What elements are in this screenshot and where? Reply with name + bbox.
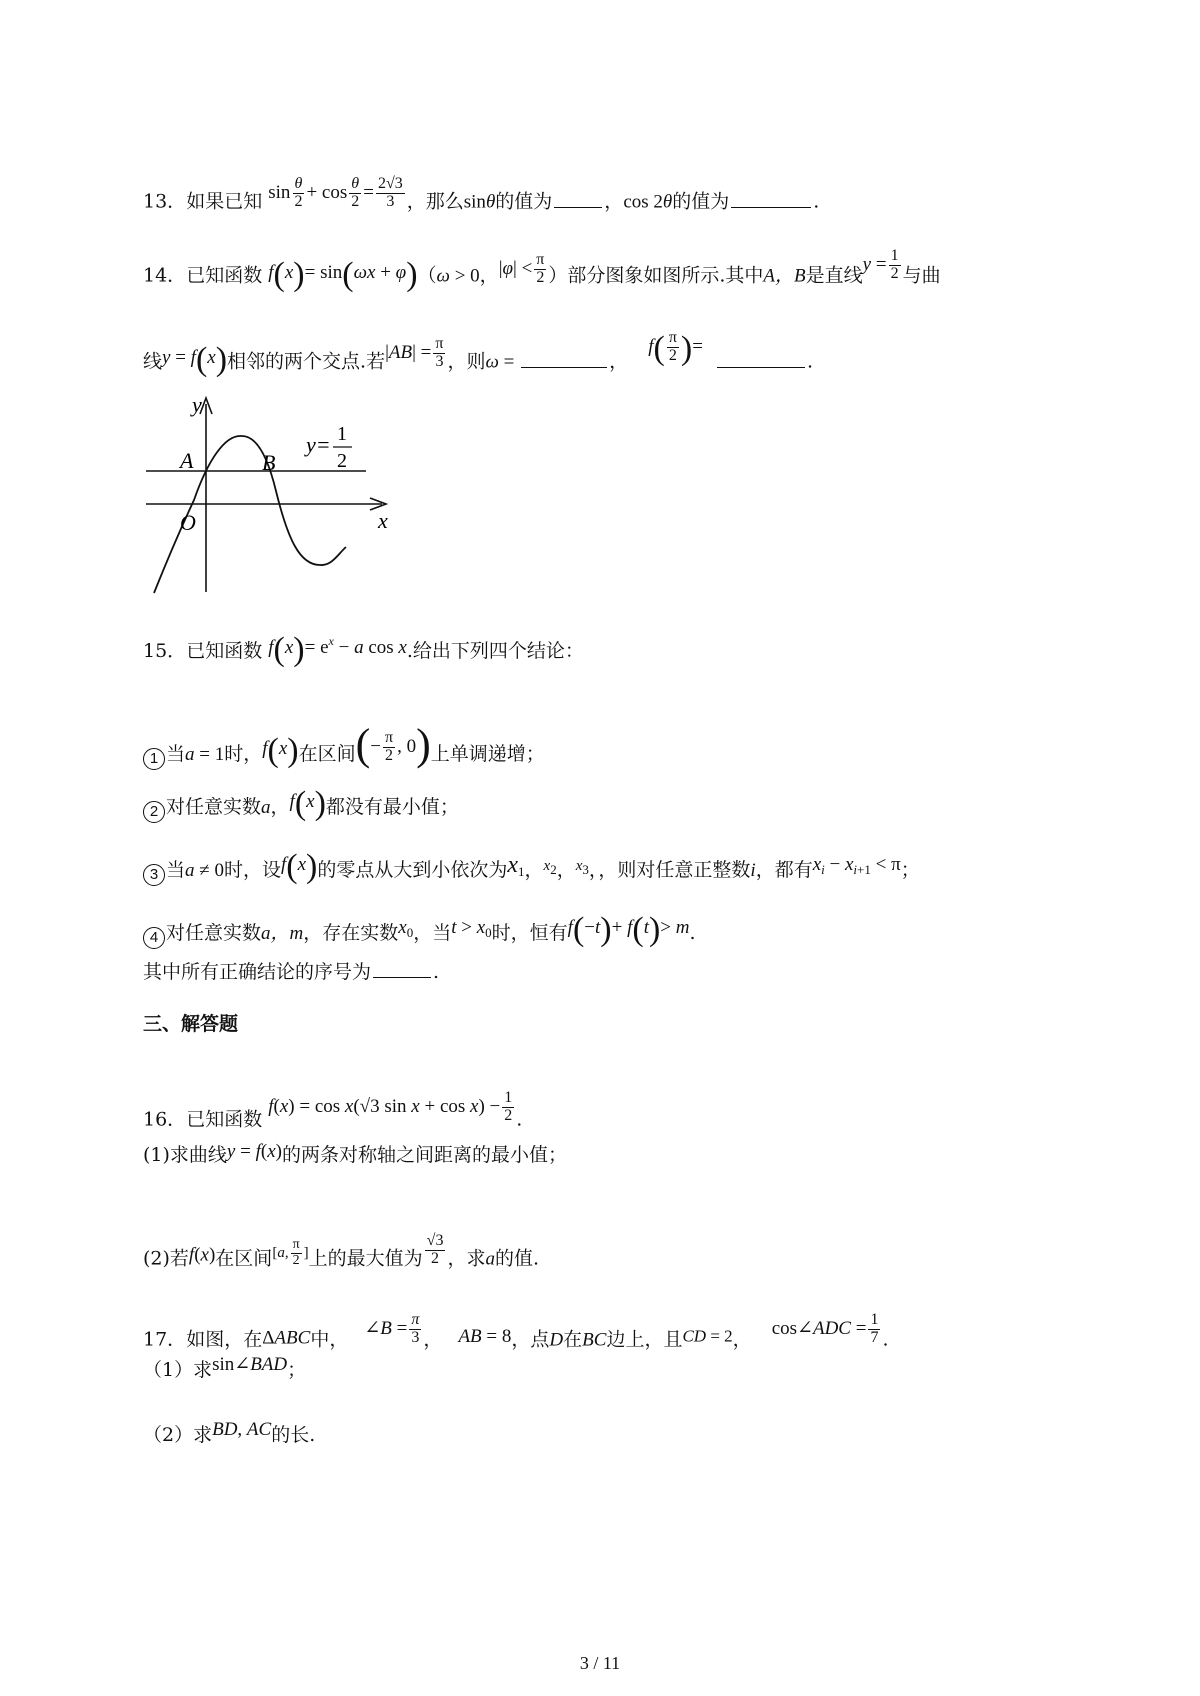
q17-cd: CD = 2 [682,1326,733,1346]
q17-part-2: （2）求BD, AC的长. [143,1419,316,1446]
line-label: y= [306,432,331,457]
q14-line-2: 线y = f(x)相邻的两个交点.若|AB| = $\frac{\pi}{3}$ ，则ω = ， f( $\frac{\pi}{2}$ )= . [143,329,814,378]
q15-conclusion-1: 1 当a = 1时，f(x)在区间(− $\frac{\pi}{2}$ , 0)上单调递增； [143,723,545,770]
q17-angle-b: ∠B = $\frac{\pi}{3}$ [364,1311,420,1346]
q14-sine-graph [140,390,400,600]
q14-omega-cond: ω [436,265,450,287]
q17-cos-adc: cos∠ADC = $\frac{1}{7}$ [771,1311,879,1346]
line-label-den: 2 [337,450,347,472]
q14-omega-ask: ω [485,351,499,373]
q14-line-eq: y = $\frac{1}{2}$ [862,247,899,282]
q17-part-1: （1）求sin∠BAD； [143,1354,307,1381]
q13-line: 13．如果已知 sin $\frac{\theta}{2}$ + cos $\frac{\theta}{2}$ = $\frac{2√3}{3}$ ，那么sinθ的值为 ，cos 2θ的值为 . [143,175,820,213]
q14-function-def: f(x)= sin(ωx + φ) [268,255,418,293]
q13-cos-2theta: cos 2θ [623,191,673,213]
q15-line: 15．已知函数 $f(x)= e^x - a$ cos x.给出下列四个结论： [143,631,584,668]
q15-conclusion-4: 4 对任意实数a，m，存在实数$x_0$，当$t > x_0$时，恒有f(−t)+ f(t)> m. [143,913,696,949]
q14-line-1: 14．已知函数 f(x)= sin(ωx + φ)（ω > 0，|φ| < $\frac{\pi}{2}$ ）部分图象如图所示.其中A，B是直线y = $\frac{1}{2}$ 与曲 [143,247,941,293]
section-heading: 三、解答题 [143,1013,239,1035]
origin-label: O [180,510,196,535]
q13-given-eq: sin $\frac{\theta}{2}$ + cos $\frac{\theta}{2}$ = $\frac{2√3}{3}$ [268,175,403,210]
q16-interval: [a, π 2 ] [272,1237,309,1268]
q14-phi-cond: |φ| < $\frac{\pi}{2}$ [498,251,545,286]
q13-blank-2 [731,206,811,208]
q14-curve-eq: y = f(x) [162,340,228,378]
q15-blank [373,976,431,978]
q15-conclusion-3: 3 当a ≠ 0时，设f(x)的零点从大到小依次为$x_1$，$x_2$，$x_3$，，则对任意正整数i，都有$x_i - x_{i+1} < \pi$； [143,850,920,886]
point-b-label: B [262,450,276,475]
x-label: x [378,508,388,533]
q15-tail: 其中所有正确结论的序号为 . [143,961,440,983]
line-label-num: 1 [337,423,347,445]
q16-function-def: f(x) = cos x(√3 sin x + cos x) − $\frac{1}{2}$ [268,1089,513,1124]
page-number: 3 / 11 [579,1653,621,1673]
q16-part-2: (2)若f(x)在区间[a, π 2 ]上的最大值为 $\frac{√3}{2}$ ，求a的值. [143,1232,539,1270]
q13-sin-theta: sinθ [463,191,496,213]
q15-conclusion-2: 2 对任意实数a，f(x)都没有最小值； [143,787,459,823]
q14-blank-1 [521,366,607,368]
q13-blank-1 [554,206,602,208]
y-label: y [192,392,202,417]
q16-part-1: (1)求曲线y = f(x)的两条对称轴之间距离的最小值； [143,1141,567,1166]
q16-line: 16．已知函数 f(x) = cos x(√3 sin x + cos x) − $\frac{1}{2}$ . [143,1089,523,1131]
q14-ab-length: |AB| = $\frac{\pi}{3}$ [385,335,444,370]
point-a-label: A [180,448,194,473]
q15-function-def: $f(x)= e^x - a$ cos x [268,631,407,668]
q17-line: 17．如图，在ΔABC中， ∠B = $\frac{\pi}{3}$ ， AB = 8，点D在BC边上，且CD = 2， cos∠ADC = $\frac{1}{7}$ . [143,1311,889,1351]
q14-blank-2 [717,366,805,368]
q14-f-pi-half: f( $\frac{\pi}{2}$ )= [648,329,703,367]
q17-ab: AB = 8 [458,1325,512,1347]
q15-interval: (− $\frac{\pi}{2}$ , 0) [355,720,431,769]
